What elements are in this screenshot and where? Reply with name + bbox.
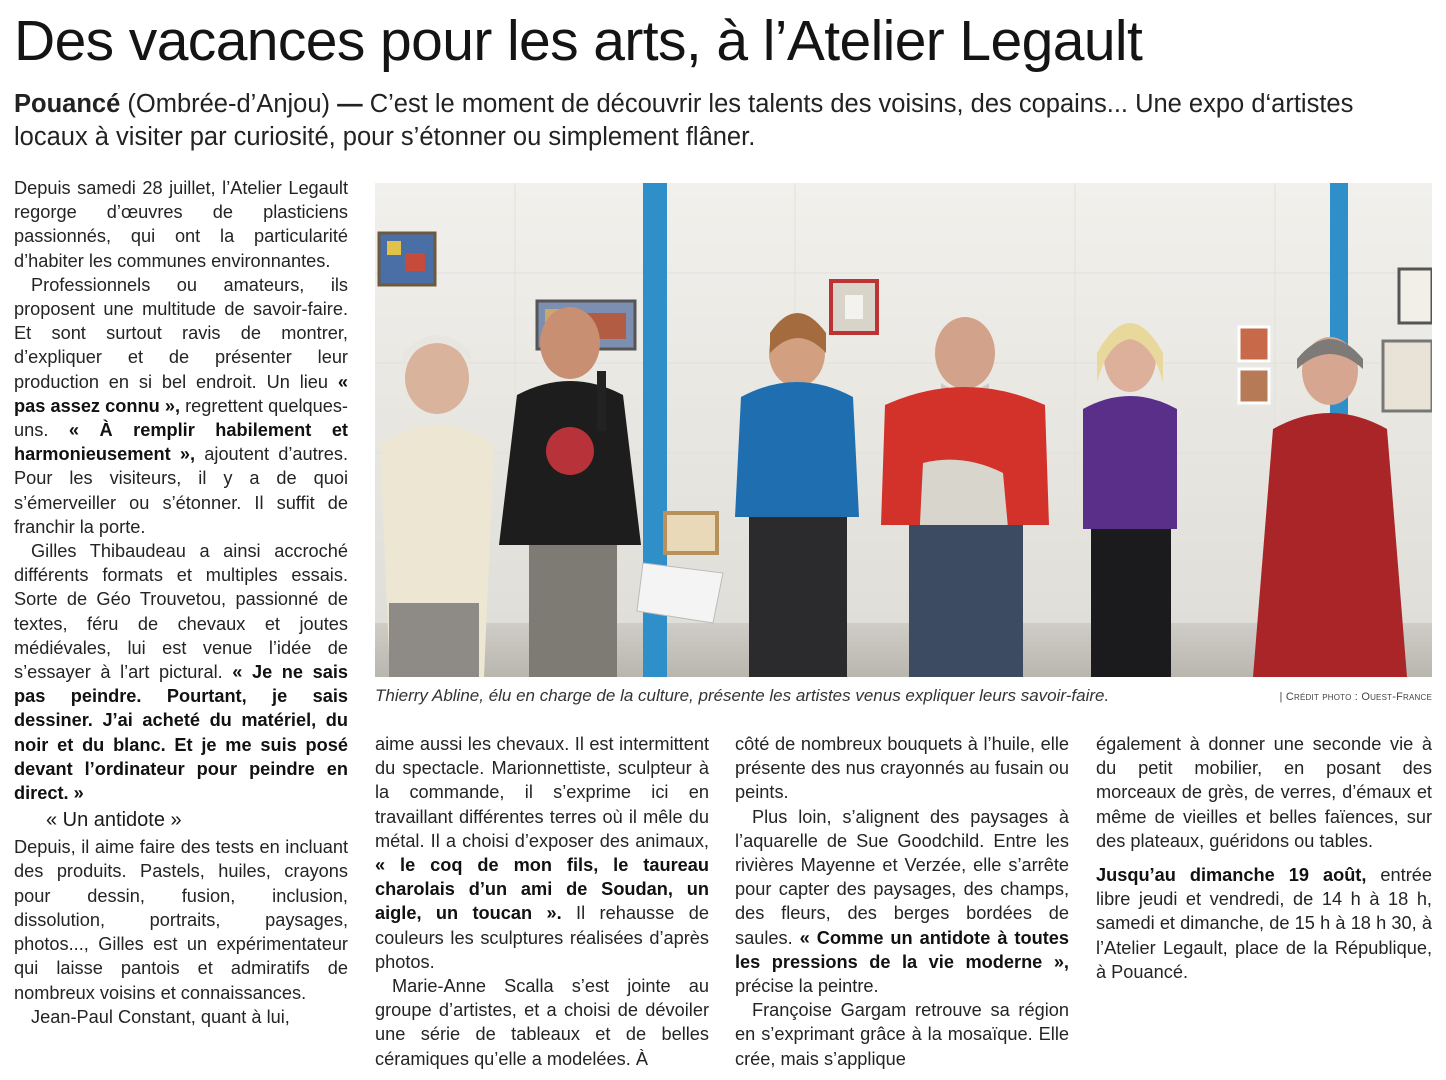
paragraph-2	[14, 273, 348, 539]
article-headline: Des vacances pour les arts, à l’Atelier Legault	[14, 9, 1143, 73]
article-column-2	[375, 732, 709, 1071]
lede-place-detail: (Ombrée-d’Anjou)	[120, 90, 338, 118]
p2-quote-2: « À remplir habilement et harmonieusement »,	[14, 420, 348, 465]
lede-dash: —	[337, 90, 363, 118]
p5-quote: « le coq de mon fils, le taureau charolais d’un ami de Soudan, un aigle, un toucan ».	[375, 855, 709, 924]
paragraph-3	[14, 539, 348, 805]
paragraph-4: Depuis, il aime faire des tests en incluant des produits. Pastels, huiles, crayons pour dessin, fusion, inclusion, dissolution, portraits, paysages, photos..., Gilles est un expérimentateur qui laisse pantois et admiratifs de nombreux voisins et connaissances.	[14, 837, 348, 1003]
paragraph-7	[735, 805, 1069, 999]
paragraph-8-start: Françoise Gargam retrouve sa région en s’exprimant grâce à la mosaïque. Elle crée, mais s’applique	[735, 1000, 1069, 1069]
paragraph-6-continued: côté de nombreux bouquets à l’huile, elle présente des nus crayonnés au fusain ou peints.	[735, 734, 1069, 803]
p2-quote-1: « pas assez connu »,	[14, 371, 348, 416]
practical-info-text: entrée libre jeudi et vendredi, de 14 h à 18 h, samedi et dimanche, de 15 h à 18 h 30, à l’Atelier Legault, place de la République, à Pouancé.	[1096, 865, 1432, 982]
paragraph-8-continued: également à donner une seconde vie à du petit mobilier, en posant des morceaux de grès, de verres, d’émaux et même de vieilles et belles faïences, sur des plateaux, guéridons ou tables.	[1096, 734, 1432, 851]
photo-caption: Thierry Abline, élu en charge de la culture, présente les artistes venus expliquer leurs savoir-faire.	[375, 686, 1110, 705]
paragraph-gap	[1096, 853, 1432, 863]
article-lede	[14, 88, 1434, 154]
practical-info-date: Jusqu’au dimanche 19 août,	[1096, 865, 1367, 886]
paragraph-5-start: Jean-Paul Constant, quant à lui,	[31, 1006, 290, 1027]
p3-text: Gilles Thibaudeau a ainsi accroché différents formats et multiples essais. Sorte de Géo Trouvetou, passionné de textes, féru de chevaux et joutes médiévales, lui est venue l’idée de s’essayer à l’art pictural.	[14, 541, 348, 683]
article-column-1	[14, 176, 348, 1029]
lede-place: Pouancé	[14, 90, 121, 118]
paragraph-5-continued	[375, 732, 709, 974]
paragraph-1: Depuis samedi 28 juillet, l’Atelier Legault regorge d’œuvres de plasticiens passionnés, qui ont la particularité d’habiter les communes environnantes.	[14, 178, 348, 271]
practical-info	[1096, 863, 1432, 984]
p7-text: Plus loin, s’alignent des paysages à l’aquarelle de Sue Goodchild. Entre les rivières Mayenne et Verzée, elle s’arrête pour capter des paysages, des champs, des fleurs, des berges bordées de saules.	[735, 806, 1069, 948]
article-column-3	[735, 732, 1069, 1071]
p3-quote: « Je ne sais pas peindre. Pourtant, je sais dessiner. J’ai acheté du matériel, du noir et du blanc. Et je me suis posé devant l’ordinateur pour peindre en direct. »	[14, 662, 348, 804]
p2-text-a: Professionnels ou amateurs, ils proposent une multitude de savoir-faire. Et sont surtout ravis de montrer, d’expliquer et de présenter leur production en si bel endroit. Un lieu	[14, 274, 348, 392]
article-photo	[375, 183, 1432, 677]
article-column-4	[1096, 732, 1432, 984]
p2-text-c: ajoutent d’autres. Pour les visiteurs, il y a de quoi s’émerveiller ou s’étonner. Il suffit de franchir la porte.	[14, 444, 348, 537]
p5-text-b: Il rehausse de couleurs les sculptures réalisées d’après photos.	[375, 903, 709, 972]
person-woman-purple-top	[1083, 323, 1177, 677]
photo-credit: | Crédit photo : Ouest-France	[1279, 691, 1432, 703]
p5-text: aime aussi les chevaux. Il est intermittent du spectacle. Marionnettiste, sculpteur à la commande, il s’exprime ici en travaillant différentes terres où il mêle du métal. Il a choisi d’exposer des animaux,	[375, 734, 709, 851]
photo-artists-gallery	[375, 183, 1432, 677]
paragraph-6-start: Marie-Anne Scalla s’est jointe au groupe d’artistes, et a choisi de dévoiler une série de tableaux et de belles céramiques qu’elle a modelées. À	[375, 976, 709, 1069]
lede-text: C’est le moment de découvrir les talents des voisins, des copains... Une expo d‘artistes locaux à visiter par curiosité, pour s’étonner ou simplement flâner.	[14, 90, 1354, 151]
p2-text-b: regrettent quelques-uns.	[14, 395, 348, 441]
p7-text-b: précise la peintre.	[735, 976, 879, 997]
p7-quote: « Comme un antidote à toutes les pressions de la vie moderne »,	[735, 927, 1069, 972]
subheading-antidote: « Un antidote »	[46, 809, 182, 832]
